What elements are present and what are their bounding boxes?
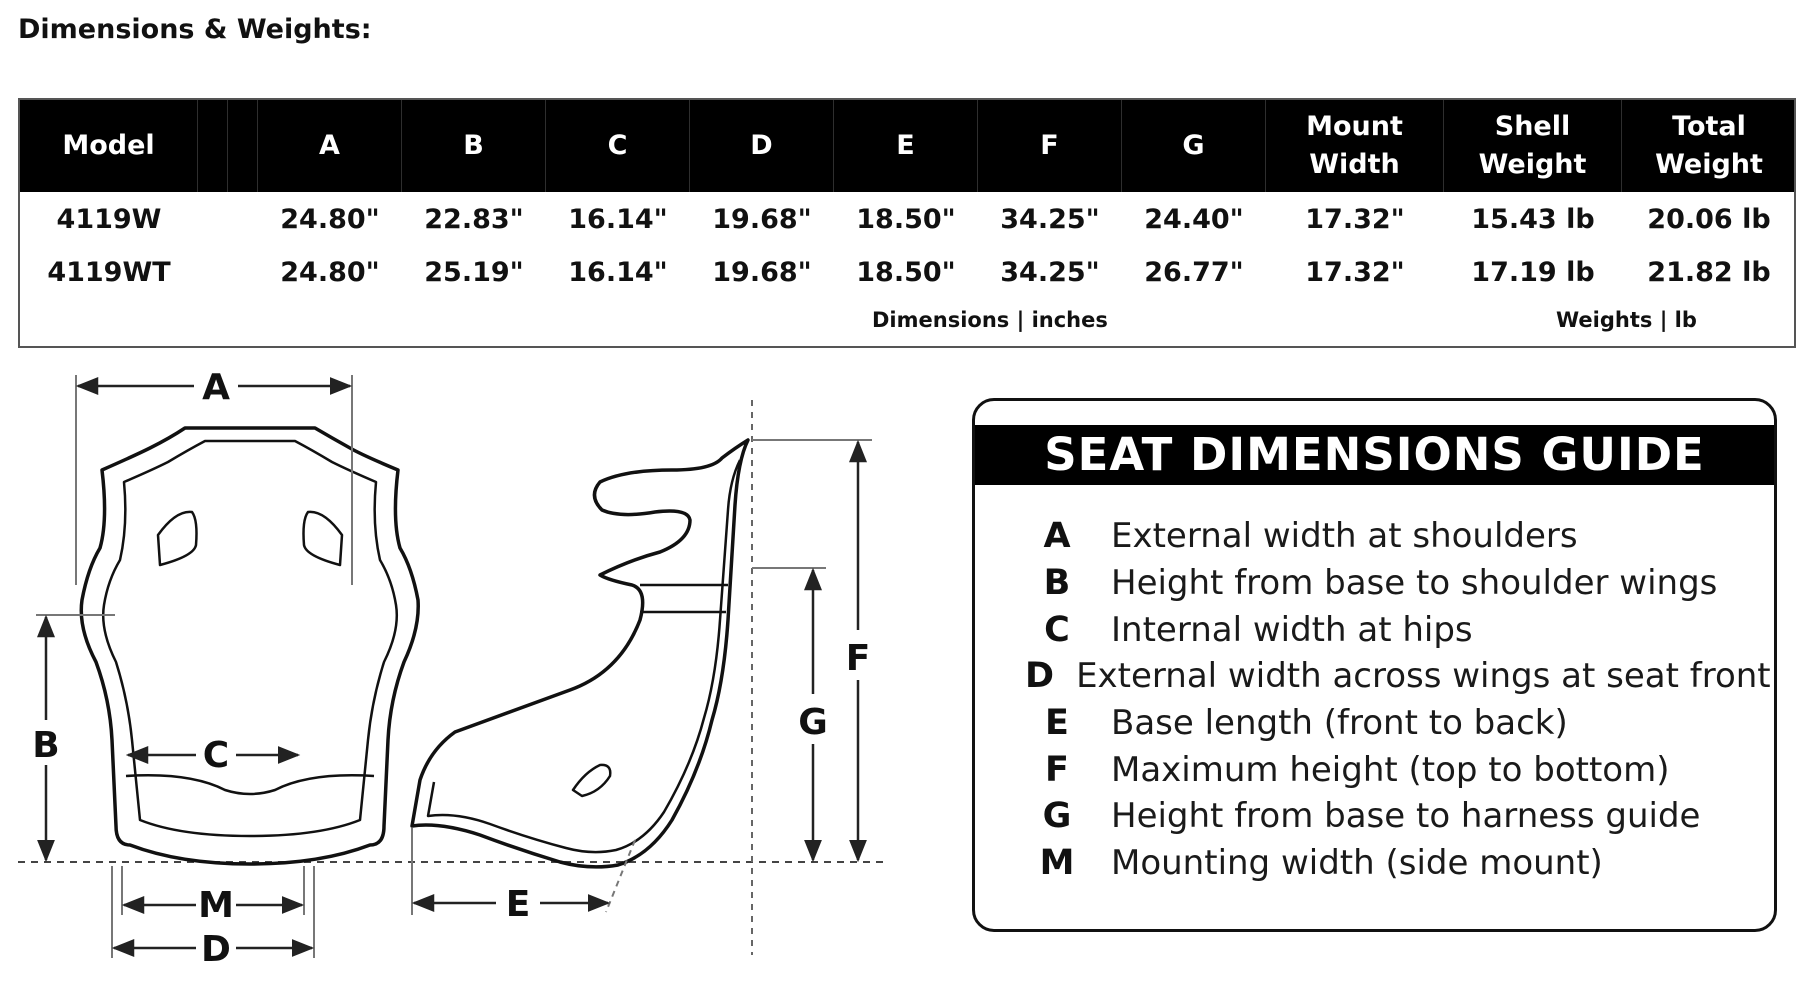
cell-d: 19.68" bbox=[712, 257, 812, 288]
cell-g: 24.40" bbox=[1144, 204, 1244, 235]
cell-a: 24.80" bbox=[280, 257, 380, 288]
cell-f: 34.25" bbox=[1000, 257, 1100, 288]
header-e: E bbox=[834, 100, 978, 192]
guide-description: Maximum height (top to bottom) bbox=[1111, 749, 1670, 790]
cell-c: 16.14" bbox=[568, 204, 668, 235]
cell-shell-weight: 15.43 lb bbox=[1471, 204, 1595, 235]
header-total-weight: Total Weight bbox=[1655, 111, 1763, 180]
cell-b: 25.19" bbox=[424, 257, 524, 288]
spec-table bbox=[18, 98, 1796, 348]
guide-item-d bbox=[1025, 653, 1771, 700]
cell-f: 34.25" bbox=[1000, 204, 1100, 235]
guide-description: Base length (front to back) bbox=[1111, 703, 1568, 744]
dimensions-unit-note: Dimensions | inches bbox=[872, 308, 1108, 332]
cell-d: 19.68" bbox=[712, 204, 812, 235]
dim-label-m: M bbox=[198, 885, 234, 926]
cell-mount-width: 17.32" bbox=[1305, 257, 1405, 288]
weights-unit-note: Weights | lb bbox=[1556, 308, 1697, 332]
dim-label-a: A bbox=[202, 367, 230, 408]
cell-b: 22.83" bbox=[424, 204, 524, 235]
guide-description: Internal width at hips bbox=[1111, 609, 1473, 650]
guide-item-m bbox=[1025, 840, 1764, 887]
cell-e: 18.50" bbox=[856, 257, 956, 288]
header-f: F bbox=[978, 100, 1122, 192]
guide-letter: F bbox=[1045, 749, 1069, 790]
dim-label-e: E bbox=[505, 884, 531, 925]
dim-label-c: C bbox=[202, 735, 230, 776]
header-b: B bbox=[402, 100, 546, 192]
guide-letter: D bbox=[1025, 656, 1055, 697]
cell-e: 18.50" bbox=[856, 204, 956, 235]
guide-description: External width across wings at seat front bbox=[1076, 656, 1771, 697]
guide-description: External width at shoulders bbox=[1111, 516, 1578, 557]
seat-diagram bbox=[0, 360, 950, 990]
guide-list bbox=[1025, 513, 1771, 887]
cell-g: 26.77" bbox=[1144, 257, 1244, 288]
cell-c: 16.14" bbox=[568, 257, 668, 288]
header-c: C bbox=[546, 100, 690, 192]
header-spacer bbox=[198, 100, 228, 192]
header-mount-width: Mount Width bbox=[1266, 100, 1444, 192]
guide-item-e bbox=[1025, 700, 1764, 747]
cell-total-weight: 21.82 lb bbox=[1647, 257, 1771, 288]
page-heading: Dimensions & Weights: bbox=[18, 14, 372, 45]
cell-shell-weight: 17.19 lb bbox=[1471, 257, 1595, 288]
guide-title: SEAT DIMENSIONS GUIDE bbox=[975, 425, 1774, 485]
guide-description: Height from base to harness guide bbox=[1111, 796, 1701, 837]
guide-item-g bbox=[1025, 793, 1764, 840]
cell-mount-width: 17.32" bbox=[1305, 204, 1405, 235]
guide-letter: A bbox=[1043, 516, 1071, 557]
guide-letter: B bbox=[1043, 563, 1071, 604]
guide-description: Height from base to shoulder wings bbox=[1111, 563, 1718, 604]
cell-total-weight: 20.06 lb bbox=[1647, 204, 1771, 235]
seat-dimensions-guide bbox=[972, 398, 1777, 932]
guide-item-f bbox=[1025, 746, 1764, 793]
header-d: D bbox=[690, 100, 834, 192]
cell-a: 24.80" bbox=[280, 204, 380, 235]
guide-letter: E bbox=[1045, 703, 1069, 744]
dim-label-g: G bbox=[798, 702, 828, 743]
header-spacer bbox=[228, 100, 258, 192]
guide-letter: G bbox=[1042, 796, 1072, 837]
dim-label-b: B bbox=[32, 725, 60, 766]
guide-letter: C bbox=[1044, 609, 1070, 650]
guide-description: Mounting width (side mount) bbox=[1111, 843, 1603, 884]
seat-side-view bbox=[412, 440, 748, 867]
guide-item-b bbox=[1025, 560, 1764, 607]
header-model: Model bbox=[20, 100, 198, 192]
dim-label-f: F bbox=[845, 638, 871, 679]
header-a: A bbox=[258, 100, 402, 192]
table-header bbox=[20, 100, 1794, 192]
seat-front-view bbox=[81, 428, 418, 864]
cell-model: 4119W bbox=[56, 204, 162, 235]
cell-model: 4119WT bbox=[47, 257, 171, 288]
dim-label-d: D bbox=[201, 929, 231, 970]
guide-letter: M bbox=[1039, 843, 1075, 884]
header-g: G bbox=[1122, 100, 1266, 192]
guide-item-c bbox=[1025, 606, 1764, 653]
guide-item-a bbox=[1025, 513, 1764, 560]
header-shell-weight: Shell Weight bbox=[1444, 100, 1622, 192]
